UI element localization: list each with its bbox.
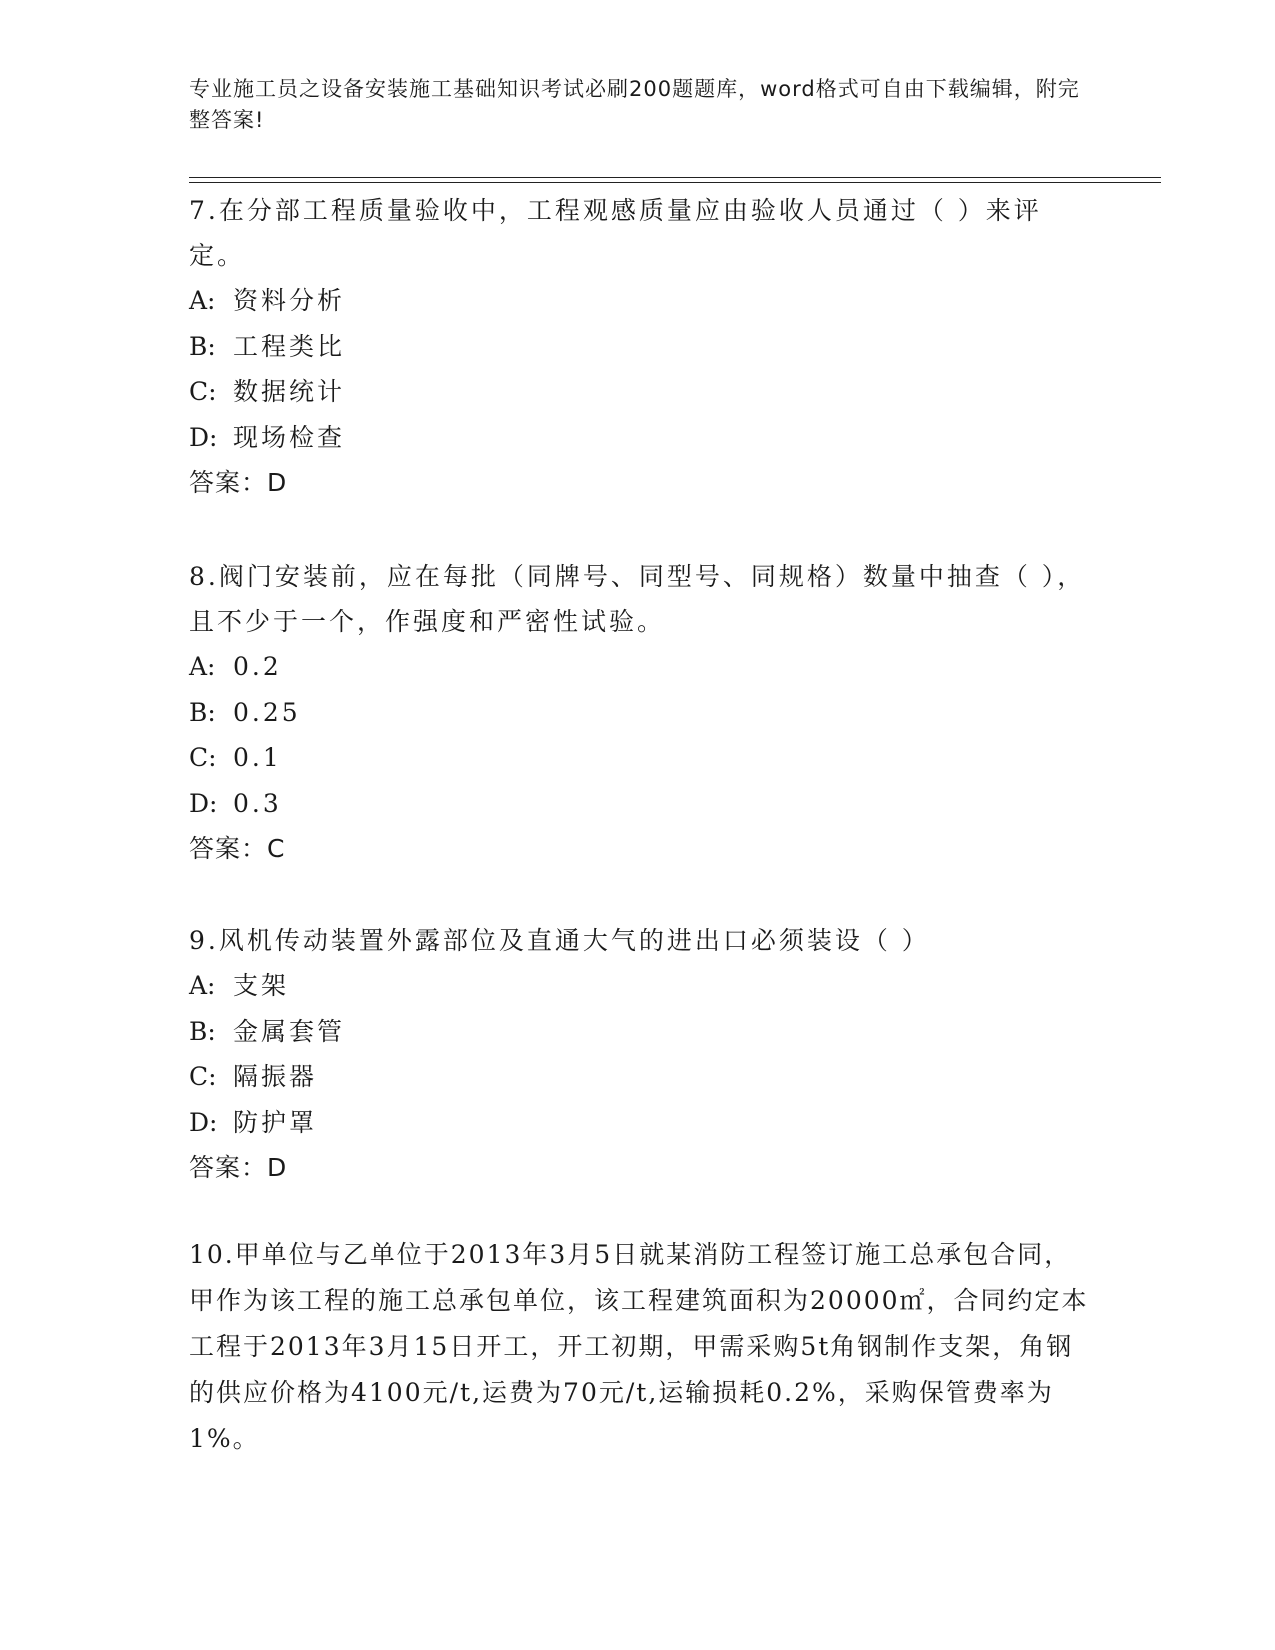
option-key: C: [189,377,217,406]
option-key: B: [189,1016,216,1046]
question-stem: 8.阀门安装前，应在每批（同牌号、同型号、同规格）数量中抽查（ ），且不少于一个，作强度和严密性试验。 [189,562,1086,636]
option-text: 0.2 [233,652,282,681]
option-text: 隔振器 [233,1062,318,1091]
option-key: A: [189,286,216,315]
option-text: 0.1 [233,743,282,772]
option-c [189,369,1089,415]
question-8 [189,554,1089,871]
option-text: 金属套管 [233,1016,346,1046]
option-text: 工程类比 [233,331,346,361]
header-divider-bottom [189,182,1161,183]
header-divider-top [189,177,1161,178]
option-c [189,735,1089,781]
option-key: D: [189,422,218,452]
option-b [189,1009,1089,1055]
header-title: 专业施工员之设备安装施工基础知识考试必刷200题题库，word格式可自由下载编辑，附完整答案! [189,77,1080,132]
question-stem: 9.风机传动装置外露部位及直通大气的进出口必须装设（ ） [189,926,930,955]
option-text: 0.25 [233,697,301,727]
option-key: B: [189,331,216,361]
option-key: A: [189,652,216,681]
option-text: 防护罩 [233,1107,318,1137]
option-d [189,1100,1089,1146]
question-10 [189,1232,1089,1462]
option-key: C: [189,743,217,772]
question-stem: 7.在分部工程质量验收中，工程观感质量应由验收人员通过（ ）来评定。 [189,196,1042,270]
option-a [189,644,1089,690]
option-b [189,690,1089,736]
option-a [189,278,1089,324]
question-9 [189,918,1089,1190]
option-a [189,963,1089,1009]
option-key: D: [189,1107,218,1137]
option-text: 现场检查 [233,422,346,452]
option-d [189,415,1089,461]
option-key: A: [189,971,216,1000]
option-text: 数据统计 [233,377,346,406]
option-text: 资料分析 [233,286,346,315]
answer-line: 答案：C [189,834,286,863]
document-header [189,74,1089,136]
option-key: C: [189,1062,217,1091]
option-key: D: [189,788,218,818]
option-d [189,781,1089,827]
answer-line: 答案：D [189,1153,288,1182]
option-text: 0.3 [233,788,282,818]
answer-line: 答案：D [189,468,288,497]
question-stem: 10.甲单位与乙单位于2013年3月5日就某消防工程签订施工总承包合同，甲作为该工程的施工总承包单位，该工程建筑面积为20000㎡，合同约定本工程于2013年3月15日开工，开工初期，甲需采购5t角钢制作支架，角钢的供应价格为4100元/t,运费为70元/t,运输损耗0.2%，采购保管费率为1%。 [189,1240,1089,1453]
option-text: 支架 [233,971,290,1000]
option-b [189,324,1089,370]
option-c [189,1054,1089,1100]
question-7 [189,188,1089,505]
option-key: B: [189,697,216,727]
